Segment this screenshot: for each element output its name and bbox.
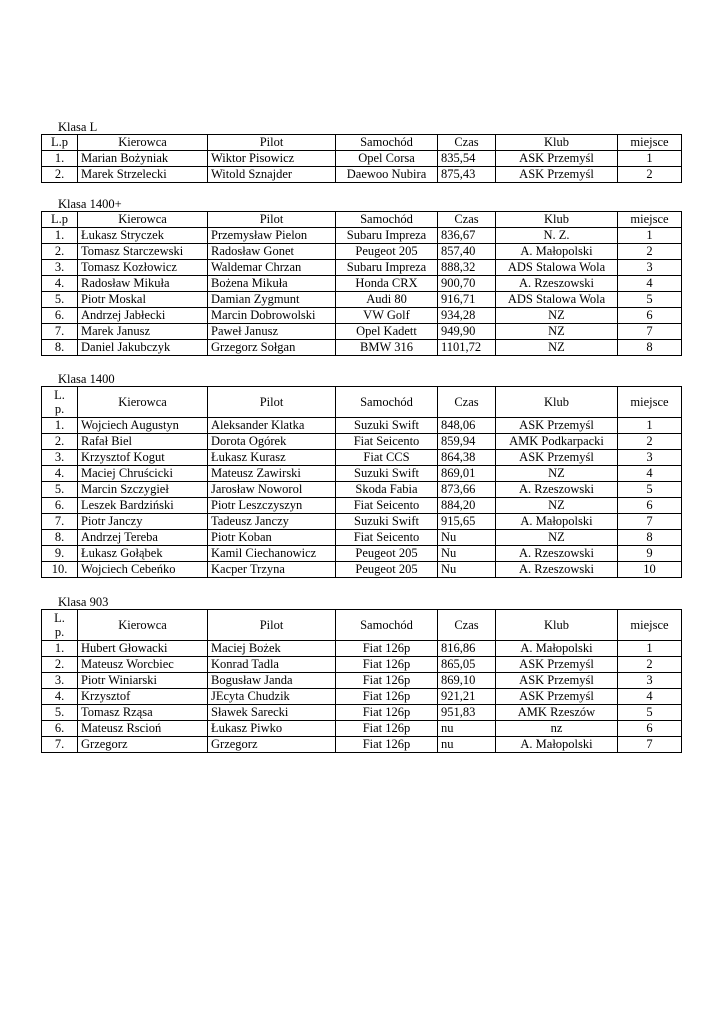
col-pilot: Paweł Janusz	[208, 324, 336, 340]
table-row	[42, 689, 682, 705]
col-car: Fiat 126p	[336, 657, 438, 673]
col-car: Subaru Impreza	[336, 260, 438, 276]
col-place: 3	[618, 673, 682, 689]
col-lp: 10.	[42, 562, 78, 578]
class-title: Klasa L	[58, 120, 98, 134]
table-row	[42, 292, 682, 308]
col-car: Opel Kadett	[336, 324, 438, 340]
col-driver: Grzegorz	[78, 737, 208, 753]
col-time: 875,43	[438, 167, 496, 183]
header-col-place: miejsce	[618, 387, 682, 418]
col-time: 888,32	[438, 260, 496, 276]
col-time: 865,05	[438, 657, 496, 673]
col-driver: Daniel Jakubczyk	[78, 340, 208, 356]
col-car: Fiat 126p	[336, 673, 438, 689]
table-row	[42, 737, 682, 753]
col-time: 816,86	[438, 641, 496, 657]
col-place: 4	[618, 689, 682, 705]
class-section	[41, 120, 681, 183]
col-driver: Łukasz Gołąbek	[78, 546, 208, 562]
header-col-club: Klub	[496, 212, 618, 228]
col-driver: Andrzej Jabłecki	[78, 308, 208, 324]
col-time: 835,54	[438, 151, 496, 167]
col-place: 3	[618, 260, 682, 276]
col-time: 916,71	[438, 292, 496, 308]
col-time: 864,38	[438, 450, 496, 466]
col-car: Fiat 126p	[336, 689, 438, 705]
col-driver: Wojciech Augustyn	[78, 418, 208, 434]
col-driver: Marcin Szczygieł	[78, 482, 208, 498]
col-club: ASK Przemyśl	[496, 418, 618, 434]
header-col-car: Samochód	[336, 387, 438, 418]
col-time: 900,70	[438, 276, 496, 292]
col-driver: Tomasz Kozłowicz	[78, 260, 208, 276]
col-lp: 3.	[42, 260, 78, 276]
col-club: ASK Przemyśl	[496, 689, 618, 705]
col-lp: 3.	[42, 673, 78, 689]
col-place: 7	[618, 737, 682, 753]
header-col-pilot: Pilot	[208, 610, 336, 641]
col-club: A. Rzeszowski	[496, 546, 618, 562]
col-pilot: Tadeusz Janczy	[208, 514, 336, 530]
header-col-lp: L.p	[42, 135, 78, 151]
col-lp: 6.	[42, 498, 78, 514]
col-driver: Piotr Janczy	[78, 514, 208, 530]
table-row	[42, 482, 682, 498]
col-car: Fiat 126p	[336, 705, 438, 721]
header-lp-part: p.	[54, 402, 65, 416]
col-place: 7	[618, 514, 682, 530]
col-lp: 9.	[42, 546, 78, 562]
col-car: Honda CRX	[336, 276, 438, 292]
table-row	[42, 498, 682, 514]
col-club: nz	[496, 721, 618, 737]
col-time: nu	[438, 721, 496, 737]
header-col-club: Klub	[496, 387, 618, 418]
col-place: 7	[618, 324, 682, 340]
col-lp: 7.	[42, 514, 78, 530]
table-row	[42, 151, 682, 167]
col-pilot: Marcin Dobrowolski	[208, 308, 336, 324]
col-time: 859,94	[438, 434, 496, 450]
col-car: Audi 80	[336, 292, 438, 308]
col-place: 8	[618, 340, 682, 356]
col-lp: 4.	[42, 466, 78, 482]
col-driver: Piotr Winiarski	[78, 673, 208, 689]
col-club: A. Rzeszowski	[496, 276, 618, 292]
header-col-car: Samochód	[336, 610, 438, 641]
col-pilot: Piotr Leszczyszyn	[208, 498, 336, 514]
col-time: 951,83	[438, 705, 496, 721]
col-pilot: Bożena Mikuła	[208, 276, 336, 292]
col-club: A. Małopolski	[496, 514, 618, 530]
col-car: BMW 316	[336, 340, 438, 356]
table-row	[42, 276, 682, 292]
col-place: 5	[618, 292, 682, 308]
col-time: 869,10	[438, 673, 496, 689]
col-club: AMK Podkarpacki	[496, 434, 618, 450]
col-time: 884,20	[438, 498, 496, 514]
col-time: 921,21	[438, 689, 496, 705]
table-row	[42, 308, 682, 324]
col-time: 848,06	[438, 418, 496, 434]
col-pilot: Kamil Ciechanowicz	[208, 546, 336, 562]
col-lp: 6.	[42, 308, 78, 324]
col-driver: Leszek Bardziński	[78, 498, 208, 514]
col-pilot: Konrad Tadla	[208, 657, 336, 673]
header-col-driver: Kierowca	[78, 387, 208, 418]
col-car: Fiat Seicento	[336, 434, 438, 450]
col-car: Peugeot 205	[336, 562, 438, 578]
table-header-row	[42, 212, 682, 228]
col-club: A. Małopolski	[496, 737, 618, 753]
table-row	[42, 657, 682, 673]
table-row	[42, 228, 682, 244]
col-driver: Tomasz Rząsa	[78, 705, 208, 721]
col-car: Fiat 126p	[336, 721, 438, 737]
class-title: Klasa 1400	[58, 372, 115, 386]
col-lp: 6.	[42, 721, 78, 737]
header-col-lp	[42, 610, 78, 641]
col-pilot: Radosław Gonet	[208, 244, 336, 260]
header-col-driver: Kierowca	[78, 610, 208, 641]
col-pilot: Kacper Trzyna	[208, 562, 336, 578]
table-row	[42, 562, 682, 578]
col-lp: 8.	[42, 340, 78, 356]
class-title: Klasa 1400+	[58, 197, 122, 211]
col-club: ASK Przemyśl	[496, 673, 618, 689]
col-lp: 7.	[42, 324, 78, 340]
table-row	[42, 546, 682, 562]
col-place: 1	[618, 151, 682, 167]
col-driver: Maciej Chruścicki	[78, 466, 208, 482]
col-place: 1	[618, 228, 682, 244]
col-time: 869,01	[438, 466, 496, 482]
col-lp: 3.	[42, 450, 78, 466]
col-lp: 2.	[42, 434, 78, 450]
col-driver: Tomasz Starczewski	[78, 244, 208, 260]
col-driver: Hubert Głowacki	[78, 641, 208, 657]
col-lp: 4.	[42, 276, 78, 292]
col-car: Fiat 126p	[336, 641, 438, 657]
col-club: A. Rzeszowski	[496, 562, 618, 578]
col-place: 1	[618, 418, 682, 434]
results-table	[41, 134, 682, 183]
col-pilot: Mateusz Zawirski	[208, 466, 336, 482]
col-place: 1	[618, 641, 682, 657]
col-time: 873,66	[438, 482, 496, 498]
col-car: Subaru Impreza	[336, 228, 438, 244]
col-driver: Mateusz Rscioń	[78, 721, 208, 737]
col-driver: Mateusz Worcbiec	[78, 657, 208, 673]
table-row	[42, 530, 682, 546]
col-pilot: Dorota Ogórek	[208, 434, 336, 450]
col-driver: Marek Strzelecki	[78, 167, 208, 183]
col-place: 9	[618, 546, 682, 562]
header-col-club: Klub	[496, 610, 618, 641]
col-club: AMK Rzeszów	[496, 705, 618, 721]
col-club: ASK Przemyśl	[496, 151, 618, 167]
header-lp-part: L.	[54, 611, 65, 625]
header-col-time: Czas	[438, 387, 496, 418]
class-title: Klasa 903	[58, 595, 109, 609]
col-place: 6	[618, 308, 682, 324]
header-col-pilot: Pilot	[208, 212, 336, 228]
col-car: Peugeot 205	[336, 546, 438, 562]
col-car: Fiat 126p	[336, 737, 438, 753]
col-time: 934,28	[438, 308, 496, 324]
col-driver: Łukasz Stryczek	[78, 228, 208, 244]
col-lp: 5.	[42, 482, 78, 498]
col-time: nu	[438, 737, 496, 753]
col-place: 6	[618, 721, 682, 737]
col-lp: 1.	[42, 418, 78, 434]
col-club: NZ	[496, 324, 618, 340]
col-driver: Radosław Mikuła	[78, 276, 208, 292]
table-row	[42, 705, 682, 721]
col-place: 4	[618, 276, 682, 292]
header-col-lp	[42, 387, 78, 418]
table-row	[42, 244, 682, 260]
results-table	[41, 386, 682, 578]
col-club: NZ	[496, 340, 618, 356]
class-section	[41, 372, 681, 578]
table-row	[42, 434, 682, 450]
col-lp: 2.	[42, 244, 78, 260]
col-club: N. Z.	[496, 228, 618, 244]
col-lp: 1.	[42, 641, 78, 657]
col-club: NZ	[496, 308, 618, 324]
table-row	[42, 641, 682, 657]
header-lp-part: L.	[54, 388, 65, 402]
col-place: 10	[618, 562, 682, 578]
col-car: Opel Corsa	[336, 151, 438, 167]
col-car: Suzuki Swift	[336, 466, 438, 482]
col-place: 5	[618, 482, 682, 498]
col-pilot: JEcyta Chudzik	[208, 689, 336, 705]
header-col-time: Czas	[438, 212, 496, 228]
col-club: A. Małopolski	[496, 244, 618, 260]
col-time: 1101,72	[438, 340, 496, 356]
col-driver: Andrzej Tereba	[78, 530, 208, 546]
header-col-time: Czas	[438, 610, 496, 641]
col-club: A. Małopolski	[496, 641, 618, 657]
col-driver: Rafał Biel	[78, 434, 208, 450]
col-place: 2	[618, 167, 682, 183]
col-place: 3	[618, 450, 682, 466]
results-table	[41, 609, 682, 753]
results-table	[41, 211, 682, 356]
col-club: ASK Przemyśl	[496, 450, 618, 466]
header-col-car: Samochód	[336, 135, 438, 151]
col-car: VW Golf	[336, 308, 438, 324]
col-lp: 5.	[42, 292, 78, 308]
col-club: NZ	[496, 530, 618, 546]
table-row	[42, 260, 682, 276]
col-place: 4	[618, 466, 682, 482]
col-pilot: Piotr Koban	[208, 530, 336, 546]
col-place: 2	[618, 657, 682, 673]
col-driver: Krzysztof Kogut	[78, 450, 208, 466]
table-row	[42, 324, 682, 340]
table-row	[42, 514, 682, 530]
col-time: Nu	[438, 562, 496, 578]
col-club: ADS Stalowa Wola	[496, 260, 618, 276]
col-time: 857,40	[438, 244, 496, 260]
col-pilot: Grzegorz	[208, 737, 336, 753]
header-col-pilot: Pilot	[208, 387, 336, 418]
col-lp: 2.	[42, 657, 78, 673]
header-col-place: miejsce	[618, 212, 682, 228]
col-place: 6	[618, 498, 682, 514]
table-header-row	[42, 610, 682, 641]
col-pilot: Łukasz Piwko	[208, 721, 336, 737]
col-pilot: Jarosław Noworol	[208, 482, 336, 498]
col-pilot: Bogusław Janda	[208, 673, 336, 689]
col-car: Skoda Fabia	[336, 482, 438, 498]
col-car: Peugeot 205	[336, 244, 438, 260]
col-pilot: Maciej Bożek	[208, 641, 336, 657]
header-col-time: Czas	[438, 135, 496, 151]
col-pilot: Sławek Sarecki	[208, 705, 336, 721]
col-driver: Krzysztof	[78, 689, 208, 705]
col-club: ADS Stalowa Wola	[496, 292, 618, 308]
col-lp: 1.	[42, 228, 78, 244]
col-pilot: Wiktor Pisowicz	[208, 151, 336, 167]
class-section	[41, 197, 681, 356]
col-car: Daewoo Nubira	[336, 167, 438, 183]
col-pilot: Łukasz Kurasz	[208, 450, 336, 466]
col-pilot: Aleksander Klatka	[208, 418, 336, 434]
col-place: 2	[618, 244, 682, 260]
col-time: 836,67	[438, 228, 496, 244]
col-driver: Piotr Moskal	[78, 292, 208, 308]
col-club: ASK Przemyśl	[496, 167, 618, 183]
col-lp: 8.	[42, 530, 78, 546]
col-pilot: Damian Zygmunt	[208, 292, 336, 308]
col-car: Fiat CCS	[336, 450, 438, 466]
col-lp: 4.	[42, 689, 78, 705]
header-col-lp: L.p	[42, 212, 78, 228]
col-lp: 2.	[42, 167, 78, 183]
table-row	[42, 167, 682, 183]
table-header-row	[42, 135, 682, 151]
header-lp-part: p.	[54, 625, 65, 639]
col-driver: Marek Janusz	[78, 324, 208, 340]
col-lp: 5.	[42, 705, 78, 721]
col-club: NZ	[496, 466, 618, 482]
table-row	[42, 418, 682, 434]
col-time: 949,90	[438, 324, 496, 340]
table-row	[42, 673, 682, 689]
header-col-driver: Kierowca	[78, 135, 208, 151]
col-lp: 1.	[42, 151, 78, 167]
col-club: NZ	[496, 498, 618, 514]
header-col-driver: Kierowca	[78, 212, 208, 228]
col-pilot: Waldemar Chrzan	[208, 260, 336, 276]
col-pilot: Przemysław Pielon	[208, 228, 336, 244]
col-place: 2	[618, 434, 682, 450]
header-col-place: miejsce	[618, 135, 682, 151]
col-car: Suzuki Swift	[336, 514, 438, 530]
col-pilot: Grzegorz Sołgan	[208, 340, 336, 356]
col-car: Fiat Seicento	[336, 498, 438, 514]
col-lp: 7.	[42, 737, 78, 753]
table-row	[42, 721, 682, 737]
col-car: Fiat Seicento	[336, 530, 438, 546]
header-col-place: miejsce	[618, 610, 682, 641]
col-time: Nu	[438, 546, 496, 562]
table-row	[42, 340, 682, 356]
table-row	[42, 466, 682, 482]
col-club: ASK Przemyśl	[496, 657, 618, 673]
col-driver: Marian Bożyniak	[78, 151, 208, 167]
header-col-car: Samochód	[336, 212, 438, 228]
col-time: Nu	[438, 530, 496, 546]
table-row	[42, 450, 682, 466]
col-pilot: Witold Sznajder	[208, 167, 336, 183]
header-col-club: Klub	[496, 135, 618, 151]
col-driver: Wojciech Cebeńko	[78, 562, 208, 578]
col-place: 8	[618, 530, 682, 546]
class-section	[41, 595, 681, 753]
col-car: Suzuki Swift	[336, 418, 438, 434]
col-time: 915,65	[438, 514, 496, 530]
col-place: 5	[618, 705, 682, 721]
header-col-pilot: Pilot	[208, 135, 336, 151]
table-header-row	[42, 387, 682, 418]
col-club: A. Rzeszowski	[496, 482, 618, 498]
